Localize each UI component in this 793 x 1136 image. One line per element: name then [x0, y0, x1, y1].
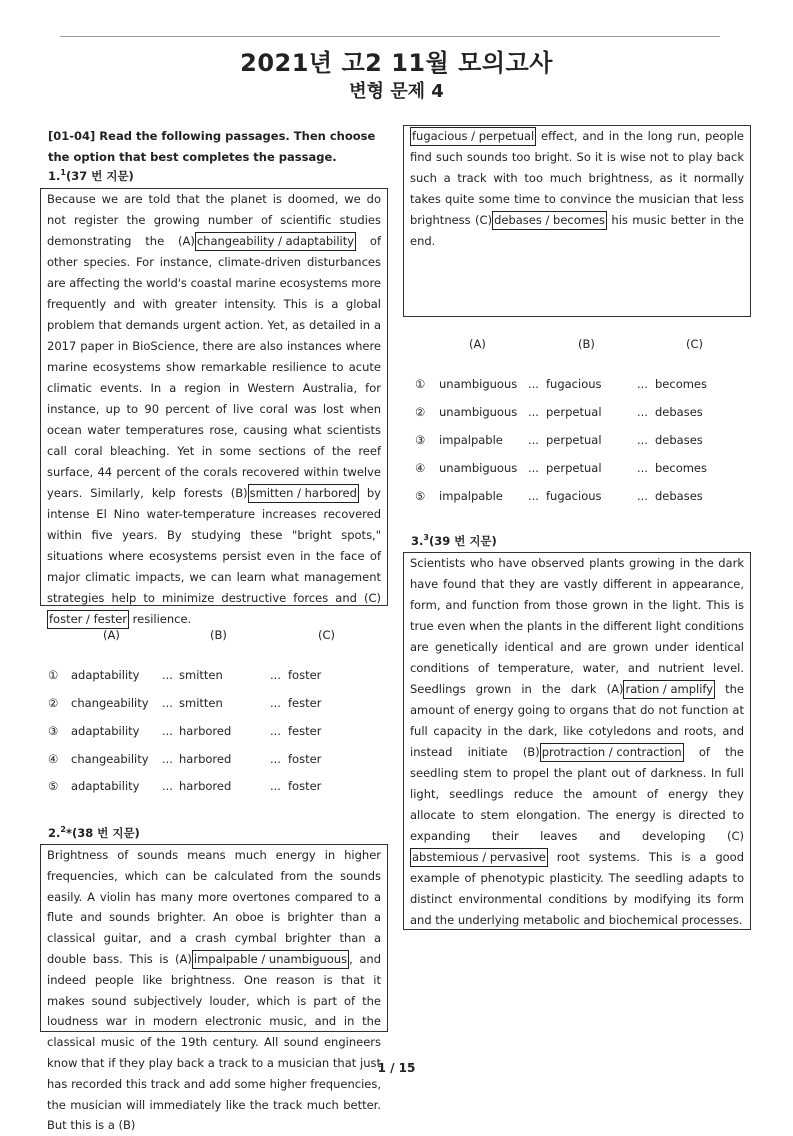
passage-1: Because we are told that the planet is doomed, we do not register the growing number of scientific studies demonstrating the (A) changeability / adaptability of other species. For instance, climate-driven disturbances are affecting the world's coastal marine ecosystems more frequently and with greater intensity. This is a global problem that demands urgent action. Yet, as detailed in a 2017 paper in BioScience, there are also instances where marine ecosystems show remarkable resilience to acute climatic events. In a region in Western Australia, for instance, up to 90 percent of live coral was lost when ocean water temperatures rose, causing what scientists call coral bleaching. Yet in some sections of the reef surface, 44 percent of the corals recovered within twelve years. Similarly, kelp forests (B) smitten / harbored by intense El Nino water-temperature increases recovered within five years. By studying these "bright spots," situations where ecosystems persist even in the face of major climatic impacts, we can learn what management strategies help to minimize destructive forces and (C)foster / fester resilience. — [40, 188, 388, 606]
top-rule — [60, 36, 720, 37]
blank-a: ration / amplify — [623, 680, 715, 699]
column-header-b: (B) — [578, 337, 595, 351]
blank-b: fugacious / perpetual — [410, 127, 536, 146]
column-header-c: (C) — [686, 337, 704, 351]
question-3-heading: 3.$^3$(39 번 지문) — [411, 533, 497, 548]
passage-2-part-2: fugacious / perpetual effect, and in the long run, people find such sounds too bright. So it is wise not to play back such a track with too much brightness, as it normally takes quite some time to convince the musician that less brightness (C) debases / becomes his music better in the end. — [403, 125, 751, 317]
page-subtitle: 변형 문제 4 — [349, 81, 444, 102]
question-1-heading: 1.$^1$(37 번 지문) — [48, 168, 134, 183]
column-header-a: (A) — [469, 337, 486, 351]
blank-a: impalpable / unambiguous — [192, 950, 349, 969]
blank-b: protraction / contraction — [540, 743, 684, 762]
question-2-heading: 2.$^2$*(38 번 지문) — [48, 825, 140, 840]
blank-a: changeability / adaptability — [195, 232, 356, 251]
column-header-c: (C) — [318, 628, 336, 642]
column-header-b: (B) — [210, 628, 227, 642]
blank-c: abstemious / pervasive — [410, 848, 548, 867]
passage-3: Scientists who have observed plants growing in the dark have found that they are vastly different in appearance, form, and function from those grown in the light. This is true even when the plants in the different light conditions are genetically identical and are grown under identical conditions of temperature, water, and nutrient level. Seedlings grown in the dark (A) ration / amplify the amount of energy going to organs that do not function at full capacity in the dark, like cotyledons and roots, and instead initiate (B) protraction / contraction of the seedling stem to propel the plant out of darkness. In full light, seedlings reduce the amount of energy they allocate to stem elongation. The energy is directed to expanding their leaves and developing (C)abstemious / pervasive root systems. This is a good example of phenotypic plasticity. The seedling adapts to distinct environmental conditions by modifying its form and the underlying metabolic and biochemical processes. — [403, 552, 751, 930]
column-header-a: (A) — [103, 628, 120, 642]
passage-2-part-1: Brightness of sounds means much energy in higher frequencies, which can be calculated from the sounds easily. A violin has many more overtones compared to a flute and sounds brighter. An oboe is brighter than a classical guitar, and a crash cymbal brighter than a double bass. This is (A) impalpable / unambiguous , and indeed people like brightness. One reason is that it makes sound subjectively louder, which is part of the loudness war in modern electronic music, and in the classical music of the 19th century. All sound engineers know that if they play back a track to a musician that just has recorded this track and add some higher frequencies, the musician will immediately like the track much better. But this is a (B) — [40, 844, 388, 1032]
blank-b: smitten / harbored — [248, 484, 359, 503]
page-title: 2021년 고2 11월 모의고사 — [240, 49, 553, 77]
instructions: [01-04] Read the following passages. Then choose the option that best completes the passage. — [48, 129, 376, 164]
blank-c: debases / becomes — [492, 211, 607, 230]
page-number: 1 / 15 — [377, 1061, 416, 1075]
blank-c: foster / fester — [47, 610, 129, 629]
